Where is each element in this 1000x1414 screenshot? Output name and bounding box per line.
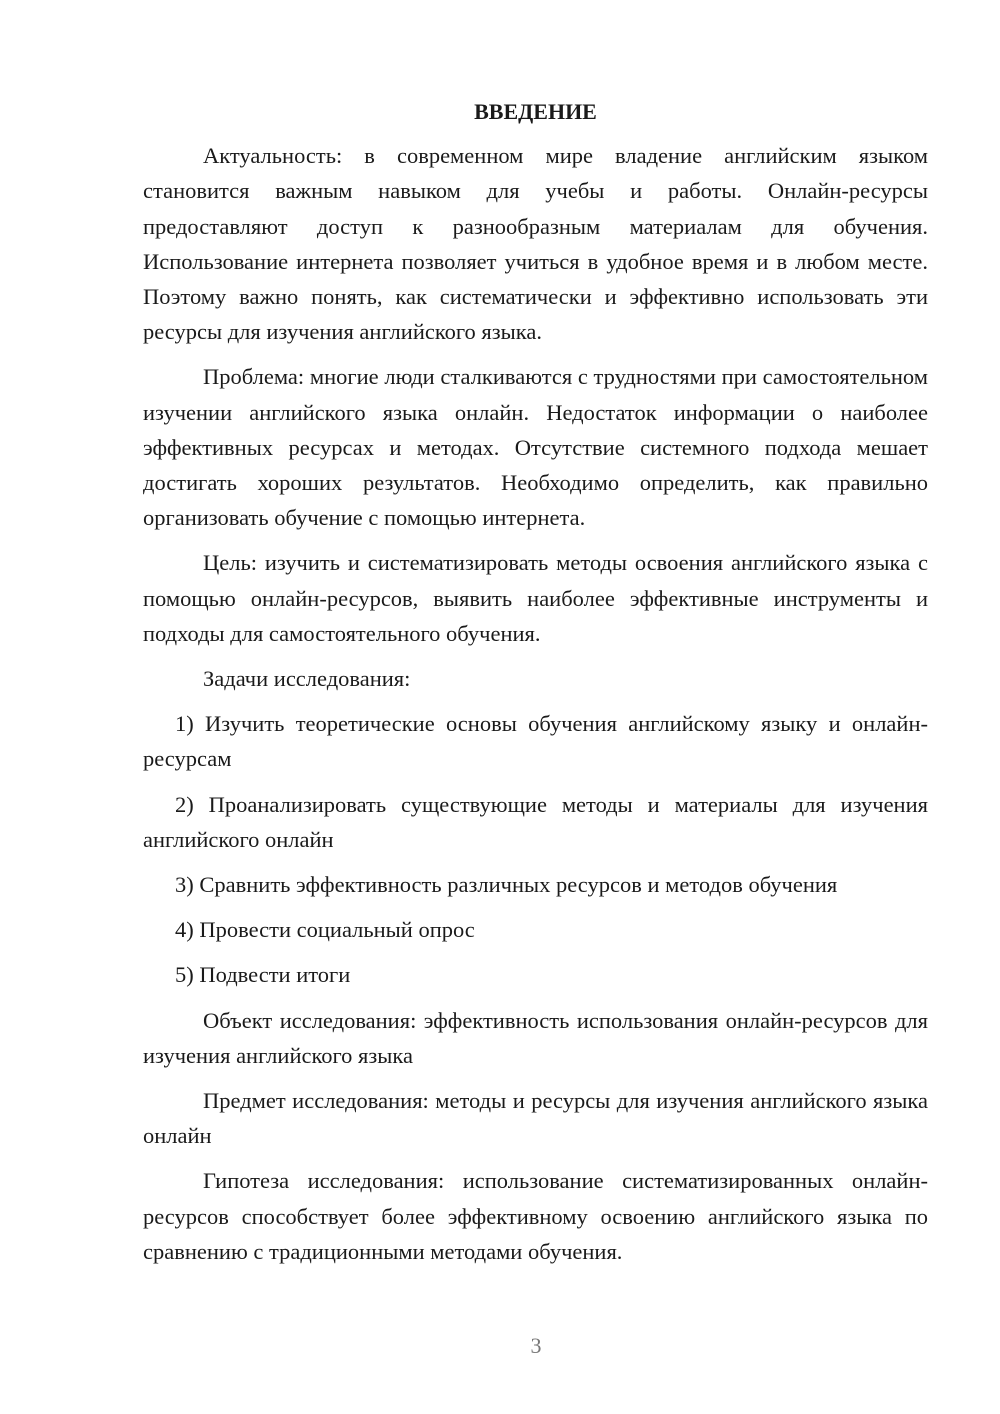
page-number: 3 [530,1333,542,1358]
task-item: 2) Проанализировать существующие методы и материалы для изучения английского онлайн [143,791,928,852]
task-item: 5) Подвести итоги [175,962,351,988]
paragraph-object: Объект исследования: эффективность использования онлайн-ресурсов для изучения английского языка [143,1007,928,1068]
task-item: 3) Сравнить эффективность различных ресурсов и методов обучения [175,872,838,898]
section-title: ВВЕДЕНИЕ [474,99,597,124]
task-item: 1) Изучить теоретические основы обучения английскому языку и онлайн-ресурсам [143,711,928,772]
paragraph-hypothesis: Гипотеза исследования: использование систематизированных онлайн-ресурсов способствует более эффективному освоению английского языка по сравнению с традиционными методами обучения. [143,1168,928,1264]
paragraph-subject: Предмет исследования: методы и ресурсы для изучения английского языка онлайн [143,1088,928,1149]
paragraph-relevance: Актуальность: в современном мире владение английским языком становится важным навыком для учебы и работы. Онлайн-ресурсы предоставляют доступ к разнообразным материалам для обучения. Использование интернета позволяет учиться в удобное время и в любом месте. Поэтому важно понять, как систематически и эффективно использовать эти ресурсы для изучения английского языка. [143,143,928,345]
paragraph-goal: Цель: изучить и систематизировать методы освоения английского языка с помощью онлайн-ресурсов, выявить наиболее эффективные инструменты и подходы для самостоятельного обучения. [143,550,928,646]
paragraph-tasks-heading: Задачи исследования: [203,666,411,692]
task-item: 4) Провести социальный опрос [175,917,475,943]
paragraph-problem: Проблема: многие люди сталкиваются с трудностями при самостоятельном изучении английского языка онлайн. Недостаток информации о наиболее эффективных ресурсах и методах. Отсутствие системного подхода мешает достигать хороших результатов. Необходимо определить, как правильно организовать обучение с помощью интернета. [143,364,928,531]
page-content [143,94,928,1279]
